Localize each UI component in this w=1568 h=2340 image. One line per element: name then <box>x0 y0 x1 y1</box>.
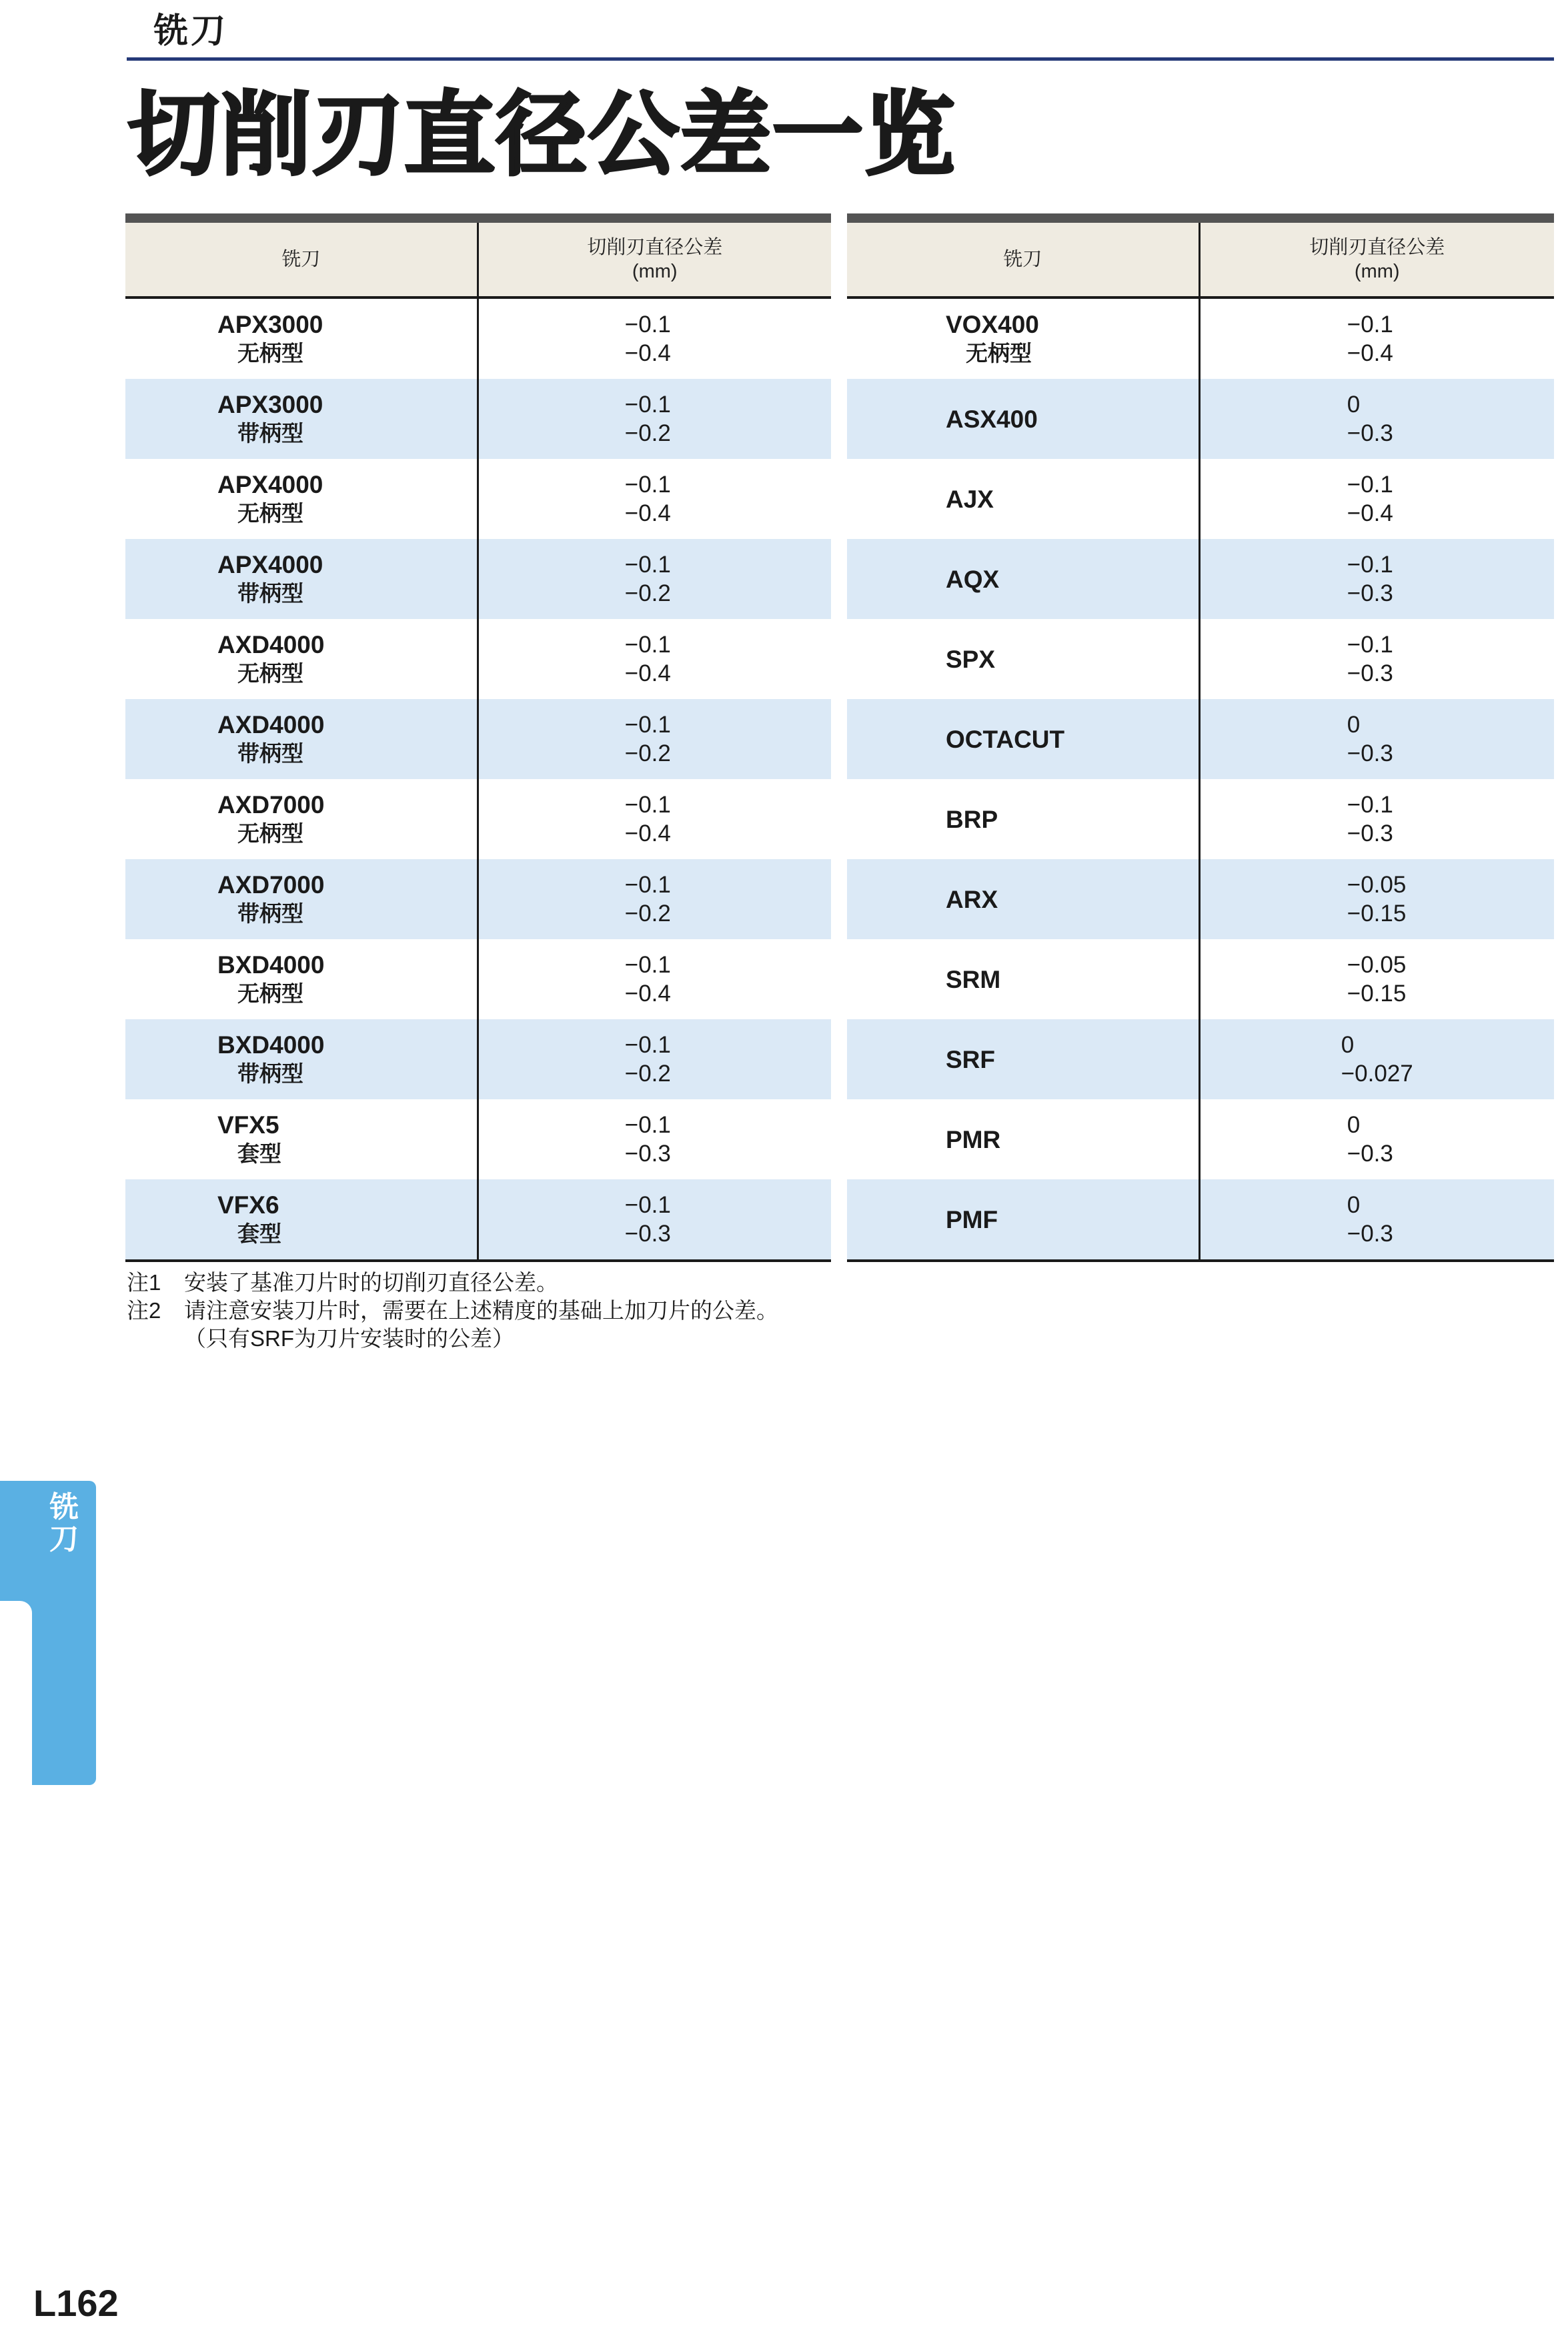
cutter-model: BXD4000 <box>217 1031 325 1059</box>
tolerance-cell <box>1199 619 1554 699</box>
table-row <box>125 1179 831 1261</box>
tolerance-cell <box>478 779 831 859</box>
cutter-cell <box>125 1179 478 1261</box>
cutter-cell <box>125 539 478 619</box>
tolerance-lower: −0.027 <box>1341 1061 1413 1087</box>
footnote <box>127 1269 860 1297</box>
side-tab-notch <box>0 1601 32 1785</box>
tolerance-cell <box>1199 939 1554 1019</box>
tolerance-lower: −0.3 <box>1347 1221 1393 1247</box>
cutter-model: APX3000 <box>217 391 323 418</box>
cutter-model: BRP <box>946 805 998 833</box>
cutter-model: VFX5 <box>217 1111 279 1139</box>
table-row <box>125 1019 831 1099</box>
tolerance-lower: −0.3 <box>1347 660 1393 686</box>
cutter-cell <box>847 699 1199 779</box>
cutter-cell <box>847 779 1199 859</box>
tolerance-lower: −0.4 <box>624 820 671 846</box>
table-row <box>847 1179 1554 1261</box>
table-row <box>847 298 1554 379</box>
tolerance-cell <box>478 1179 831 1261</box>
tolerance-table-left <box>125 213 831 1262</box>
cutter-cell <box>125 1019 478 1099</box>
footnote-tag <box>127 1325 184 1353</box>
tolerance-lower: −0.2 <box>624 420 671 446</box>
tolerance-upper: −0.1 <box>624 1192 671 1218</box>
table-row <box>847 539 1554 619</box>
cutter-cell <box>125 699 478 779</box>
tolerance-upper: 0 <box>1341 1032 1355 1058</box>
cutter-model: OCTACUT <box>946 725 1065 753</box>
table-row <box>847 1099 1554 1179</box>
tolerance-cell <box>478 459 831 539</box>
tolerance-lower: −0.2 <box>624 901 671 927</box>
column-header-cutter: 铣刀 <box>125 223 478 298</box>
tolerance-cell <box>1199 779 1554 859</box>
tolerance-cell <box>478 379 831 459</box>
footnote-tag: 注1 <box>127 1270 161 1295</box>
tolerance-lower: −0.3 <box>624 1141 671 1167</box>
cutter-model: VFX6 <box>217 1191 279 1219</box>
tolerance-lower: −0.3 <box>1347 580 1393 606</box>
tolerance-upper: −0.05 <box>1347 952 1407 978</box>
tolerance-cell <box>478 1019 831 1099</box>
tolerance-cell <box>1199 298 1554 379</box>
footnote-tag: 注2 <box>127 1298 161 1323</box>
tolerance-upper: 0 <box>1347 1112 1361 1138</box>
tolerance-lower: −0.3 <box>1347 420 1393 446</box>
cutter-type: 无柄型 <box>966 341 1032 366</box>
cutter-model: APX4000 <box>217 551 323 578</box>
tolerance-cell <box>478 939 831 1019</box>
cutter-model: AXD7000 <box>217 791 325 818</box>
tolerance-upper: −0.1 <box>1347 552 1393 578</box>
cutter-cell <box>125 619 478 699</box>
cutter-cell <box>847 939 1199 1019</box>
cutter-type: 套型 <box>237 1141 281 1166</box>
cutter-model: PMR <box>946 1125 1001 1153</box>
tolerance-cell <box>478 539 831 619</box>
tolerance-lower: −0.3 <box>624 1221 671 1247</box>
side-tab-label: 铣 刀 <box>49 1491 79 1556</box>
cutter-cell <box>847 539 1199 619</box>
cutter-cell <box>125 459 478 539</box>
cutter-cell <box>847 619 1199 699</box>
tolerance-upper: −0.1 <box>624 952 671 978</box>
table-row <box>125 1099 831 1179</box>
tolerance-upper: −0.1 <box>624 792 671 818</box>
cutter-type: 无柄型 <box>237 981 303 1006</box>
cutter-cell <box>847 1099 1199 1179</box>
column-header-tolerance: 切削刃直径公差 (mm) <box>1199 223 1554 298</box>
cutter-model: APX4000 <box>217 471 323 498</box>
table-row <box>125 379 831 459</box>
tolerance-cell <box>478 859 831 939</box>
cutter-model: AXD4000 <box>217 711 325 738</box>
tolerance-lower: −0.3 <box>1347 820 1393 846</box>
table-row <box>125 939 831 1019</box>
tolerance-lower: −0.2 <box>624 740 671 766</box>
table-row <box>847 379 1554 459</box>
cutter-model: PMF <box>946 1205 998 1233</box>
tolerance-upper: −0.1 <box>624 1112 671 1138</box>
cutter-cell <box>125 298 478 379</box>
table-row <box>125 859 831 939</box>
tolerance-upper: 0 <box>1347 712 1361 738</box>
table-row <box>125 539 831 619</box>
tolerance-cell <box>1199 1099 1554 1179</box>
cutter-type: 无柄型 <box>237 821 303 846</box>
tolerance-lower: −0.4 <box>1347 340 1393 366</box>
cutter-cell <box>847 859 1199 939</box>
table-row <box>847 859 1554 939</box>
tolerance-table-right <box>847 213 1554 1262</box>
table-row <box>847 459 1554 539</box>
tolerance-lower: −0.15 <box>1347 901 1407 927</box>
cutter-type: 带柄型 <box>237 741 303 766</box>
cutter-cell <box>847 1019 1199 1099</box>
tolerance-cell <box>478 699 831 779</box>
cutter-cell <box>847 379 1199 459</box>
cutter-cell <box>125 859 478 939</box>
table-row <box>847 619 1554 699</box>
tolerance-lower: −0.4 <box>624 981 671 1007</box>
tolerance-upper: −0.1 <box>624 1032 671 1058</box>
tolerance-cell <box>1199 539 1554 619</box>
page-number: L162 <box>33 2282 119 2324</box>
tolerance-upper: −0.1 <box>624 552 671 578</box>
column-header-cutter: 铣刀 <box>847 223 1199 298</box>
cutter-model: AJX <box>946 485 994 513</box>
cutter-type: 无柄型 <box>237 661 303 686</box>
table-row <box>125 619 831 699</box>
tolerance-upper: −0.05 <box>1347 872 1407 898</box>
footnote <box>127 1297 860 1325</box>
cutter-cell <box>125 939 478 1019</box>
tolerance-upper: −0.1 <box>1347 632 1393 658</box>
footnote-text: 请注意安装刀片时，需要在上述精度的基础上加刀片的公差。 <box>184 1298 778 1323</box>
tolerance-lower: −0.3 <box>1347 1141 1393 1167</box>
tolerance-cell <box>1199 859 1554 939</box>
tolerance-upper: 0 <box>1347 1192 1361 1218</box>
tolerance-upper: 0 <box>1347 392 1361 418</box>
cutter-cell <box>847 1179 1199 1261</box>
cutter-type: 带柄型 <box>237 901 303 926</box>
cutter-type: 带柄型 <box>237 581 303 606</box>
cutter-model: APX3000 <box>217 311 323 338</box>
table-row <box>847 699 1554 779</box>
table-row <box>847 939 1554 1019</box>
cutter-type: 无柄型 <box>237 341 303 366</box>
cutter-model: AQX <box>946 565 1000 593</box>
tolerance-lower: −0.2 <box>624 1061 671 1087</box>
table-row <box>847 779 1554 859</box>
tolerance-upper: −0.1 <box>624 472 671 498</box>
footnote-text: 安装了基准刀片时的切削刃直径公差。 <box>184 1270 558 1295</box>
tolerance-lower: −0.4 <box>624 660 671 686</box>
tolerance-upper: −0.1 <box>624 712 671 738</box>
footnote <box>127 1325 860 1353</box>
cutter-model: SRF <box>946 1045 995 1073</box>
header-rule <box>127 57 1554 61</box>
cutter-type: 带柄型 <box>237 421 303 446</box>
tolerance-lower: −0.3 <box>1347 740 1393 766</box>
cutter-cell <box>125 379 478 459</box>
cutter-model: AXD7000 <box>217 871 325 899</box>
table-row <box>125 298 831 379</box>
tolerance-cell <box>1199 1019 1554 1099</box>
table-row <box>125 779 831 859</box>
tolerance-cell <box>1199 379 1554 459</box>
tolerance-cell <box>478 1099 831 1179</box>
cutter-cell <box>125 1099 478 1179</box>
tolerance-cell <box>478 619 831 699</box>
tolerance-upper: −0.1 <box>624 312 671 338</box>
tolerance-upper: −0.1 <box>1347 312 1393 338</box>
table-row <box>847 1019 1554 1099</box>
cutter-type: 带柄型 <box>237 1061 303 1086</box>
column-header-tolerance: 切削刃直径公差 (mm) <box>478 223 831 298</box>
table-row <box>125 699 831 779</box>
tolerance-cell <box>478 298 831 379</box>
cutter-model: AXD4000 <box>217 631 325 658</box>
tolerance-lower: −0.15 <box>1347 981 1407 1007</box>
cutter-type: 无柄型 <box>237 501 303 526</box>
footnote-text: （只有SRF为刀片安装时的公差） <box>184 1326 514 1351</box>
cutter-model: VOX400 <box>946 311 1039 338</box>
tolerance-upper: −0.1 <box>1347 472 1393 498</box>
tolerance-lower: −0.4 <box>624 500 671 526</box>
cutter-model: SRM <box>946 965 1001 993</box>
tolerance-lower: −0.4 <box>1347 500 1393 526</box>
cutter-model: SPX <box>946 645 996 673</box>
section-label: 铣刀 <box>153 12 229 51</box>
tolerance-upper: −0.1 <box>1347 792 1393 818</box>
page-title: 切削刃直径公差一览 <box>128 84 956 185</box>
cutter-model: ASX400 <box>946 405 1038 433</box>
tolerance-cell <box>1199 699 1554 779</box>
tolerance-cell <box>1199 459 1554 539</box>
tolerance-lower: −0.2 <box>624 580 671 606</box>
tolerance-upper: −0.1 <box>624 632 671 658</box>
cutter-cell <box>847 298 1199 379</box>
table-row <box>125 459 831 539</box>
cutter-cell <box>847 459 1199 539</box>
cutter-cell <box>125 779 478 859</box>
cutter-model: BXD4000 <box>217 951 325 979</box>
tolerance-upper: −0.1 <box>624 872 671 898</box>
tolerance-cell <box>1199 1179 1554 1261</box>
cutter-type: 套型 <box>237 1221 281 1246</box>
tolerance-lower: −0.4 <box>624 340 671 366</box>
cutter-model: ARX <box>946 885 998 913</box>
tolerance-upper: −0.1 <box>624 392 671 418</box>
footnotes <box>127 1269 860 1353</box>
